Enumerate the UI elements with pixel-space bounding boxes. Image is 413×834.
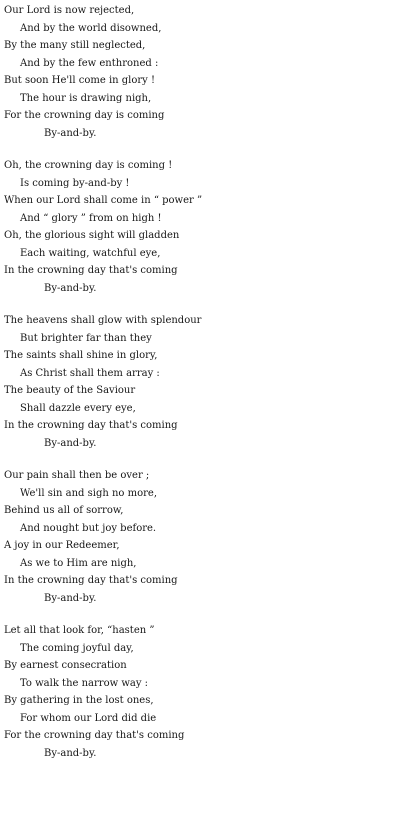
- poem-line: But soon He'll come in glory !: [4, 75, 156, 86]
- poem-line: By-and-by.: [44, 437, 97, 449]
- poem-line: Oh, the glorious sight will gladden: [4, 230, 180, 241]
- poem-line: By the many still neglected,: [4, 40, 146, 51]
- poem-line: The heavens shall glow with splendour: [4, 315, 202, 326]
- poem-line: The beauty of the Saviour: [4, 385, 136, 396]
- poem-line: In the crowning day that's coming: [4, 575, 178, 586]
- poem-line: To walk the narrow way :: [20, 677, 149, 689]
- poem-line: Shall dazzle every eye,: [20, 402, 136, 414]
- poem-line: For the crowning day is coming: [4, 110, 165, 121]
- poem-line: Is coming by-and-by !: [20, 177, 130, 189]
- poem-line: A joy in our Redeemer,: [4, 540, 120, 551]
- poem-line: As Christ shall them array :: [20, 367, 160, 379]
- poem-line: For the crowning day that's coming: [4, 730, 185, 741]
- poem-line: Our pain shall then be over ;: [4, 470, 150, 481]
- stanza-5: [0, 622, 413, 762]
- poem-line: And by the world disowned,: [20, 22, 162, 34]
- stanza-2: [0, 157, 413, 297]
- poem-line: Oh, the crowning day is coming !: [4, 160, 173, 171]
- poem-line: By-and-by.: [44, 127, 97, 139]
- poem-line: Behind us all of sorrow,: [4, 505, 124, 516]
- stanza-1: [0, 0, 413, 142]
- poem-line: Let all that look for, “hasten ”: [4, 625, 155, 636]
- poem-line: By gathering in the lost ones,: [4, 695, 154, 706]
- poem-line: By-and-by.: [44, 282, 97, 294]
- poem-line: And “ glory ” from on high !: [20, 212, 162, 224]
- poem-line: Each waiting, watchful eye,: [20, 247, 161, 259]
- poem-line: In the crowning day that's coming: [4, 420, 178, 431]
- poem-line: When our Lord shall come in “ power ”: [4, 195, 203, 206]
- poem-line: And nought but joy before.: [20, 522, 157, 534]
- poem-line: The saints shall shine in glory,: [4, 350, 158, 361]
- poem-line: By-and-by.: [44, 747, 97, 759]
- poem-line: But brighter far than they: [20, 332, 152, 344]
- poem-line: And by the few enthroned :: [20, 57, 159, 69]
- poem-line: Our Lord is now rejected,: [4, 5, 135, 16]
- poem-line: As we to Him are nigh,: [20, 557, 137, 569]
- poem-line: The coming joyful day,: [20, 642, 134, 654]
- poem-line: For whom our Lord did die: [20, 712, 157, 724]
- stanza-3: [0, 312, 413, 452]
- poem-line: We'll sin and sigh no more,: [20, 487, 158, 499]
- stanza-4: [0, 467, 413, 607]
- poem-line: By-and-by.: [44, 592, 97, 604]
- poem-line: By earnest consecration: [4, 660, 127, 671]
- poem-line: The hour is drawing nigh,: [20, 92, 152, 104]
- poem-line: In the crowning day that's coming: [4, 265, 178, 276]
